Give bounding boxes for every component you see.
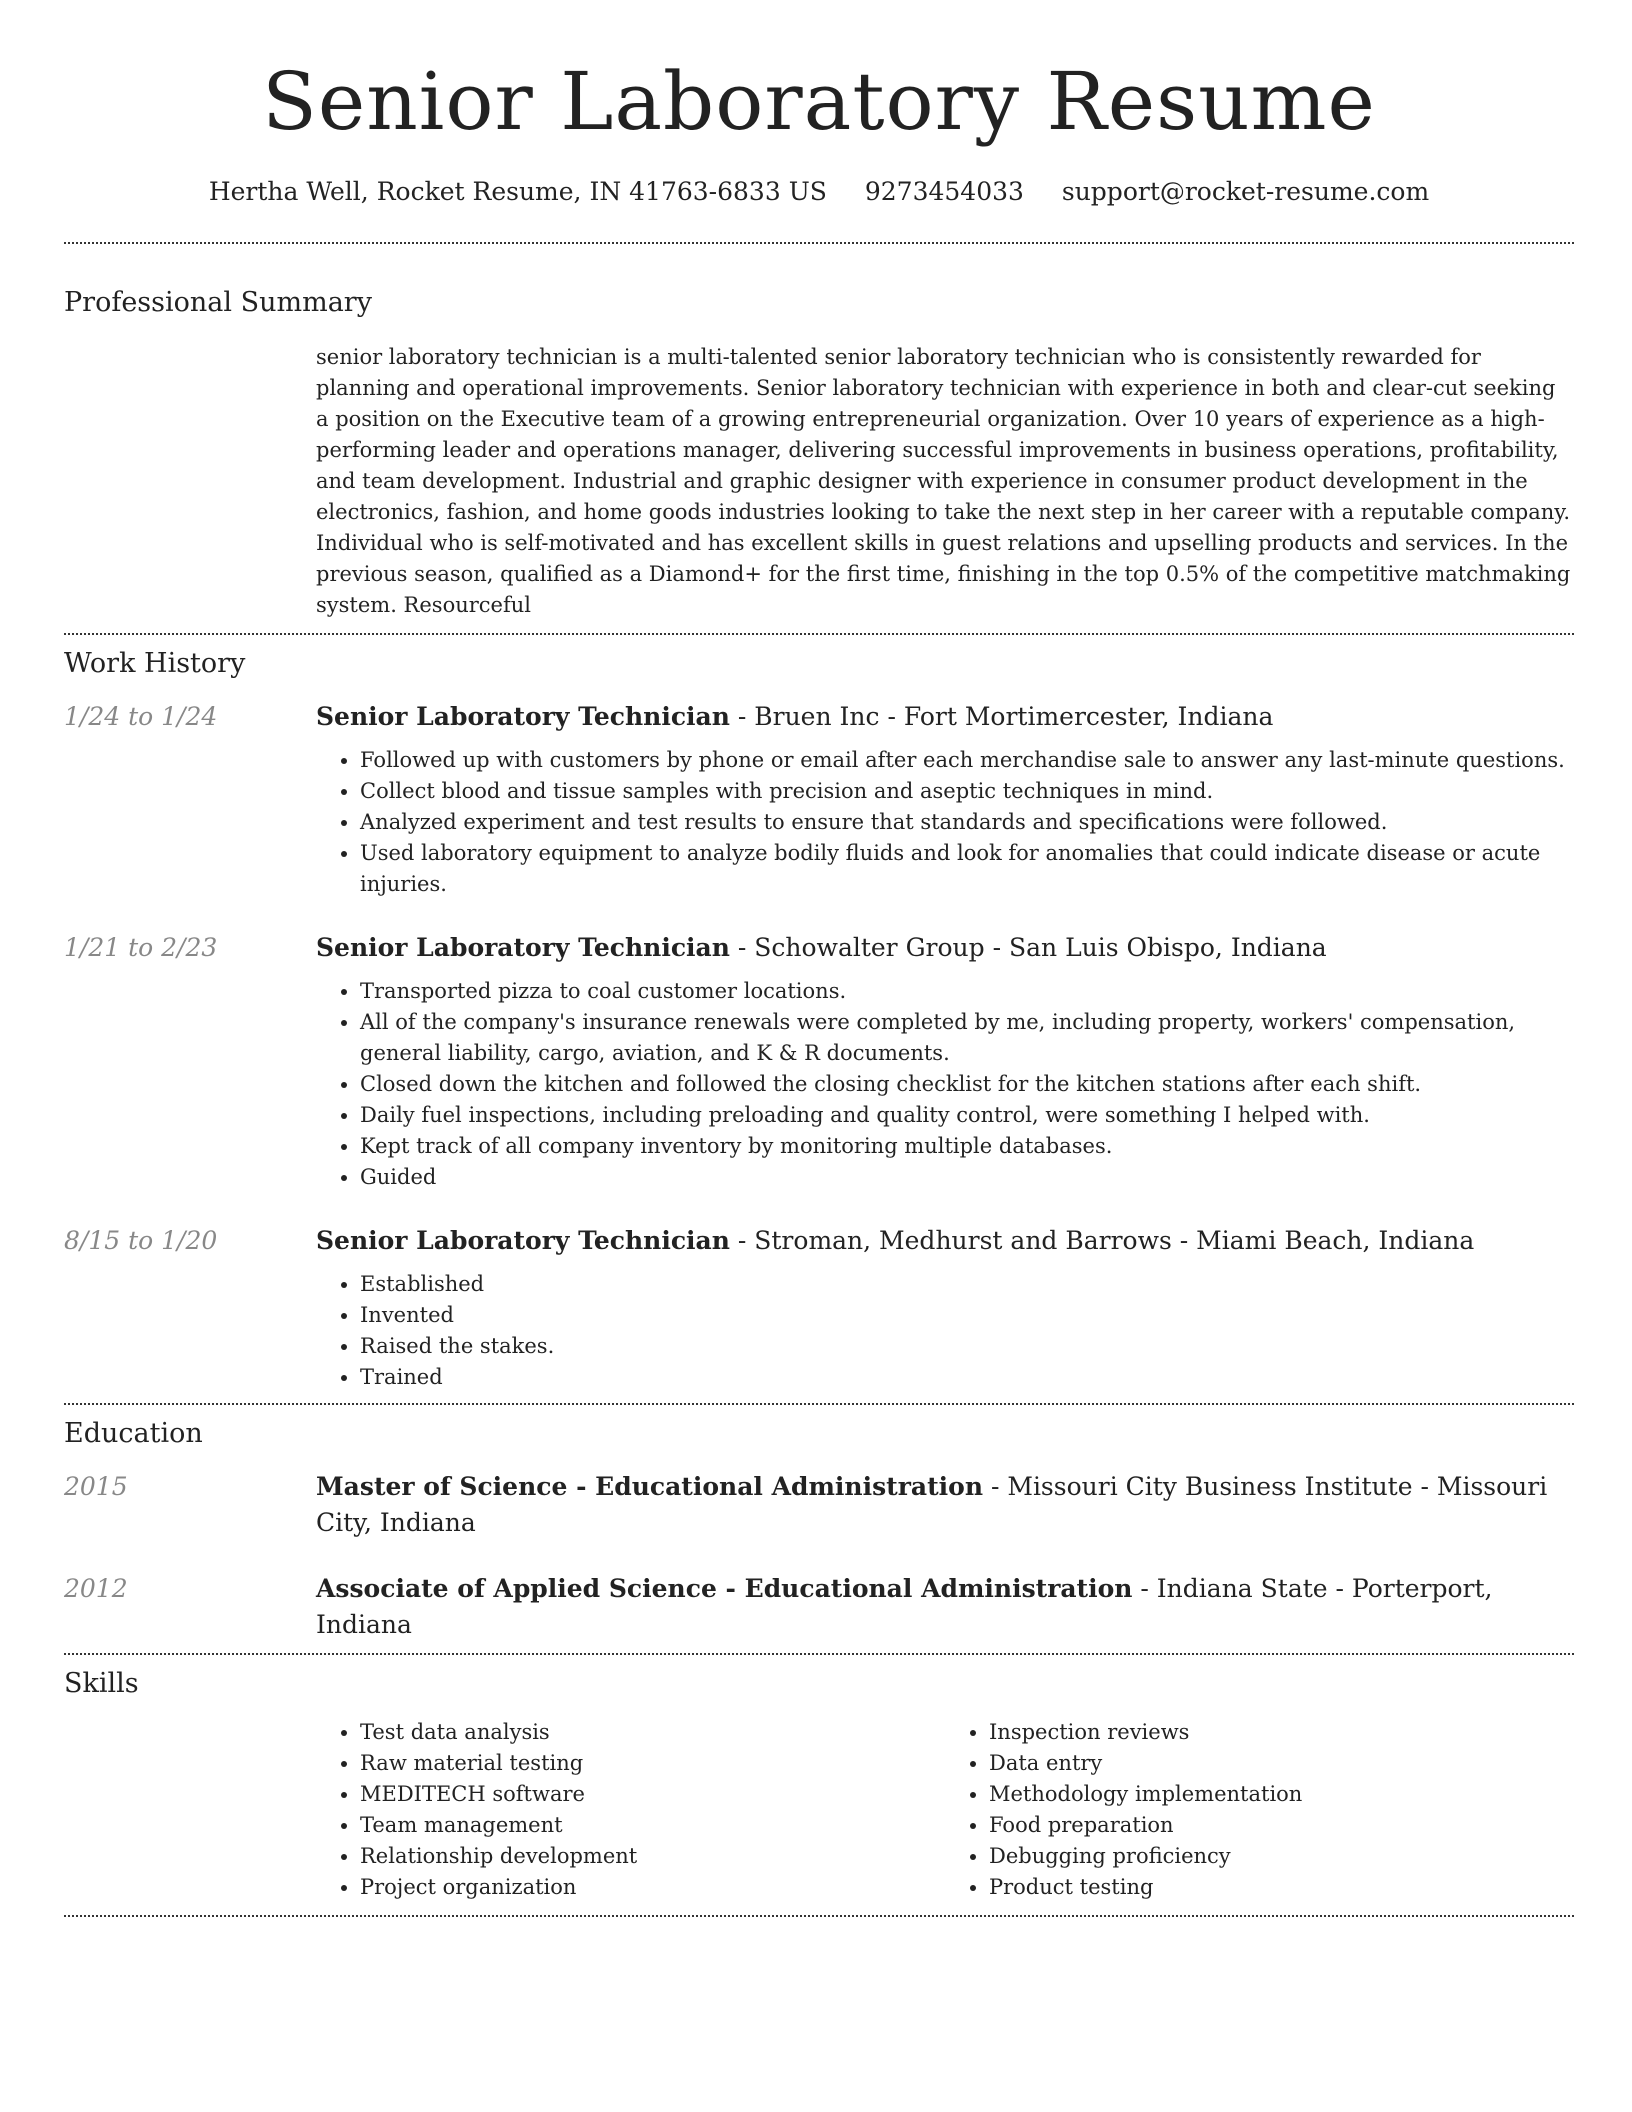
job-bullet: • Trained: [360, 1362, 1574, 1393]
education-degree: Associate of Applied Science - Educational Administration: [316, 1574, 1133, 1603]
job-entry: [64, 1223, 1574, 1393]
skill-item: • Test data analysis: [360, 1717, 945, 1748]
job-bullet: • Followed up with customers by phone or email after each merchandise sale to answer any last-minute questions.: [360, 745, 1574, 776]
job-details: - Stroman, Medhurst and Barrows - Miami Beach, Indiana: [729, 1226, 1475, 1255]
skill-item: • Methodology implementation: [989, 1779, 1574, 1810]
contact-address: Hertha Well, Rocket Resume, IN 41763-6833 US: [208, 177, 827, 206]
job-title: [316, 930, 1574, 966]
resume-title: Senior Laboratory Resume: [262, 55, 1376, 148]
job-bullet: • Invented: [360, 1300, 1574, 1331]
education-details: - Missouri City Business Institute - Missouri City, Indiana: [316, 1472, 1548, 1537]
skills-grid: [316, 1717, 1574, 1903]
summary-section: [64, 244, 1574, 621]
job-role: Senior Laboratory Technician: [316, 702, 730, 731]
skills-column-left: [316, 1717, 945, 1903]
skill-item: • MEDITECH software: [360, 1779, 945, 1810]
education-content: [316, 1469, 1574, 1541]
education-entry: [64, 1571, 1574, 1643]
job-dates: 1/24 to 1/24: [64, 702, 218, 731]
job-entry: [64, 930, 1574, 1193]
work-history-section: [64, 635, 1574, 1393]
education-title: [316, 1571, 1574, 1643]
education-heading: Education: [64, 1418, 203, 1449]
skill-item: • Product testing: [989, 1872, 1574, 1903]
job-bullet: • Closed down the kitchen and followed the closing checklist for the kitchen stations after each shift.: [360, 1069, 1574, 1100]
job-details: - Bruen Inc - Fort Mortimercester, Indiana: [729, 702, 1274, 731]
education-content: [316, 1571, 1574, 1643]
skill-item: • Data entry: [989, 1748, 1574, 1779]
job-title: [316, 699, 1574, 735]
job-title: [316, 1223, 1574, 1259]
skill-item: • Inspection reviews: [989, 1717, 1574, 1748]
work-history-heading: Work History: [64, 648, 246, 679]
divider: [64, 1915, 1574, 1917]
education-section: [64, 1405, 1574, 1643]
education-year: 2015: [64, 1472, 128, 1501]
job-bullet: • Raised the stakes.: [360, 1331, 1574, 1362]
summary-text: senior laboratory technician is a multi-talented senior laboratory technician who is consistently rewarded for planning and operational improvements. Senior laboratory technician with experience in both and clear-cut seeking a position on the Executive team of a growing entrepreneurial organization. Over 10 years of experience as a high-performing leader and operations manager, delivering successful improvements in business operations, profitability, and team development. Industrial and graphic designer with experience in consumer product development in the electronics, fashion, and home goods industries looking to take the next step in her career with a reputable company. Individual who is self-motivated and has excellent skills in guest relations and upselling products and services. In the previous season, qualified as a Diamond+ for the first time, finishing in the top 0.5% of the competitive matchmaking system. Resourceful: [316, 345, 1571, 617]
job-bullet: • Guided: [360, 1162, 1574, 1193]
job-bullet: • All of the company's insurance renewals were completed by me, including property, workers' compensation, general liability, cargo, aviation, and K & R documents.: [360, 1007, 1574, 1069]
job-dates: 1/21 to 2/23: [64, 933, 218, 962]
skills-section: [64, 1655, 1574, 1903]
job-role: Senior Laboratory Technician: [316, 933, 730, 962]
education-title: [316, 1469, 1574, 1541]
resume-page: [64, 0, 1574, 1917]
job-content: [316, 1223, 1574, 1393]
summary-heading: Professional Summary: [64, 287, 372, 318]
skill-item: • Project organization: [360, 1872, 945, 1903]
skill-item: • Food preparation: [989, 1810, 1574, 1841]
contact-email: support@rocket-resume.com: [1061, 177, 1430, 206]
contact-line: [64, 174, 1574, 210]
job-bullet: • Used laboratory equipment to analyze bodily fluids and look for anomalies that could indicate disease or acute injuries.: [360, 838, 1574, 900]
job-content: [316, 930, 1574, 1193]
job-bullet: • Kept track of all company inventory by monitoring multiple databases.: [360, 1131, 1574, 1162]
skill-item: • Debugging proficiency: [989, 1841, 1574, 1872]
job-bullets: [316, 745, 1574, 900]
job-bullets: [316, 1269, 1574, 1393]
education-details: - Indiana State - Porterport, Indiana: [316, 1574, 1493, 1639]
job-entry: [64, 699, 1574, 900]
job-dates: 8/15 to 1/20: [64, 1226, 218, 1255]
job-bullet: • Analyzed experiment and test results to ensure that standards and specifications were followed.: [360, 807, 1574, 838]
job-bullets: [316, 976, 1574, 1193]
skill-item: • Team management: [360, 1810, 945, 1841]
education-entry: [64, 1469, 1574, 1541]
skill-item: • Raw material testing: [360, 1748, 945, 1779]
job-bullet: • Daily fuel inspections, including preloading and quality control, were something I helped with.: [360, 1100, 1574, 1131]
job-bullet: • Transported pizza to coal customer locations.: [360, 976, 1574, 1007]
job-details: - Schowalter Group - San Luis Obispo, Indiana: [729, 933, 1327, 962]
skill-item: • Relationship development: [360, 1841, 945, 1872]
job-role: Senior Laboratory Technician: [316, 1226, 730, 1255]
job-bullet: • Collect blood and tissue samples with precision and aseptic techniques in mind.: [360, 776, 1574, 807]
job-content: [316, 699, 1574, 900]
education-degree: Master of Science - Educational Administration: [316, 1472, 983, 1501]
education-year: 2012: [64, 1574, 128, 1603]
skills-heading: Skills: [64, 1668, 139, 1699]
contact-phone: 9273454033: [864, 177, 1024, 206]
skills-column-right: [945, 1717, 1574, 1903]
job-bullet: • Established: [360, 1269, 1574, 1300]
